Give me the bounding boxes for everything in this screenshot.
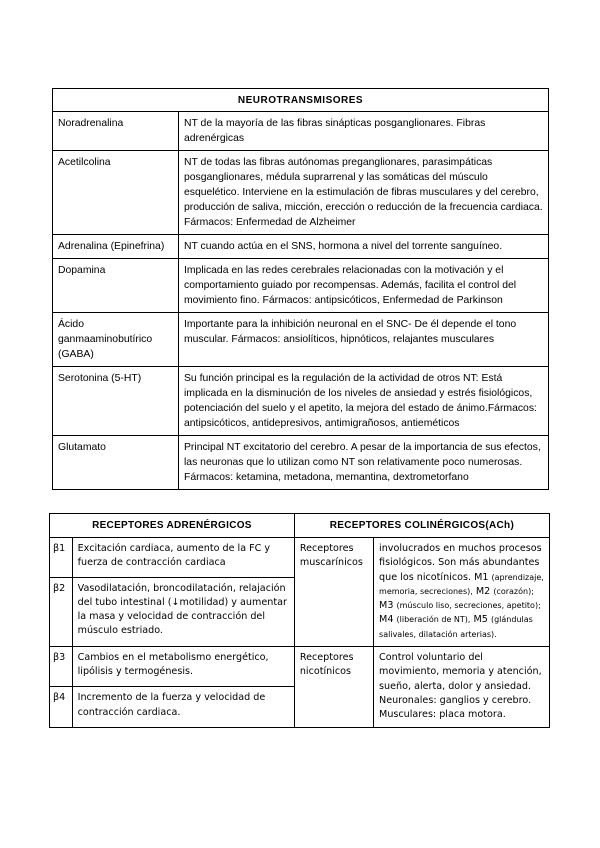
neurotransmisores-table [52,88,549,490]
m4-detail: (liberación de NT), [396,615,471,625]
receptor-desc: Vasodilatación, broncodilatación, relajación del tubo intestinal (↓motilidad) y aumentar la masa y velocidad de contracción del músculo estriado. [72,577,294,647]
m5-label: M5 [473,614,488,626]
table-row [53,235,549,259]
m2-label: M2 [475,585,491,597]
table-row [53,367,549,436]
nt-desc: NT de todas las fibras autónomas preganglionares, parasimpáticas posganglionares, médula suprarrenal y las somáticas del músculo esquelético. Interviene en la estimulación de fibras musculares y del cerebro, producción de saliva, micción, erección o reducción de la frecuencia cardiaca. Fármacos: Enfermedad de Alzheimer [179,151,549,235]
receptor-code: β1 [50,538,73,578]
receptores-table [49,513,550,728]
nicotinicos-name: Receptores nicotínicos [294,647,373,727]
nt-name: Noradrenalina [53,112,179,151]
nt-name: Dopamina [53,259,179,313]
receptor-desc: Cambios en el metabolismo energético, lipólisis y termogénesis. [72,647,294,687]
nt-name: Serotonina (5-HT) [53,367,179,436]
nt-desc: NT de la mayoría de las fibras sinápticas posganglionares. Fibras adrenérgicas [179,112,549,151]
nt-name: Glutamato [53,436,179,490]
m5-detail: (glándulas salivales, dilatación arterias). [379,615,533,639]
m3-label: M3 [379,600,394,612]
muscarinicos-intro: involucrados en muchos procesos fisiológicos. Son más abundantes que los nicotínicos. [379,543,542,583]
nt-desc: Implicada en las redes cerebrales relacionadas con la motivación y el comportamiento guiado por recompensas. Además, facilita el control del movimiento fino. Fármacos: antipsicóticos, Enfermedad de Parkinson [179,259,549,313]
nt-desc: Importante para la inhibición neuronal en el SNC- De él depende el tono muscular. Fármacos: ansiolíticos, hipnóticos, relajantes musculares [179,313,549,367]
nt-desc: Principal NT excitatorio del cerebro. A pesar de la importancia de sus efectos, las neuronas que lo utilizan como NT son relativamente poco numerosas. Fármacos: ketamina, metadona, memantina, dextrometorfano [179,436,549,490]
table-row [53,436,549,490]
nicotinicos-desc: Control voluntario del movimiento, memoria y atención, sueño, alerta, dolor y ansiedad. Neuronales: ganglios y cerebro. Musculares: placa motora. [374,647,550,727]
nt-name: Adrenalina (Epinefrina) [53,235,179,259]
receptor-desc: Incremento de la fuerza y velocidad de contracción cardiaca. [72,687,294,727]
m1-detail: (aprendizaje, memoria, secreciones), [379,572,544,596]
nt-name: Acetilcolina [53,151,179,235]
table-row [53,112,549,151]
muscarinicos-desc [374,538,550,647]
colinergicos-header: RECEPTORES COLINÉRGICOS(ACh) [294,514,549,538]
nt-desc: NT cuando actúa en el SNS, hormona a nivel del torrente sanguíneo. [179,235,549,259]
receptor-desc: Excitación cardiaca, aumento de la FC y fuerza de contracción cardiaca [72,538,294,578]
receptor-code: β3 [50,647,73,687]
muscarinicos-name: Receptores muscarínicos [294,538,373,647]
receptor-code: β4 [50,687,73,727]
m1-label: M1 [474,571,489,583]
neurotransmisores-header: NEUROTRANSMISORES [53,89,549,112]
nt-desc: Su función principal es la regulación de la actividad de otros NT: Está implicada en la disminución de los niveles de ansiedad y estrés fisiológicos, potenciación del suelo y el apetito, la mejora del estado de ánimo.Fármacos: antipsicóticos, antidepresivos, antimigrañosos, antieméticos [179,367,549,436]
table-row [50,647,550,687]
m4-label: M4 [379,614,394,626]
table-row [53,259,549,313]
adrenergicos-header: RECEPTORES ADRENÉRGICOS [50,514,295,538]
table-row [53,151,549,235]
table-row [50,538,550,578]
m2-detail: (corazón); [493,586,534,596]
m3-detail: (músculo liso, secreciones, apetito); [396,601,541,611]
table-row [53,313,549,367]
receptor-code: β2 [50,577,73,647]
nt-name: Ácido ganmaaminobutírico (GABA) [53,313,179,367]
